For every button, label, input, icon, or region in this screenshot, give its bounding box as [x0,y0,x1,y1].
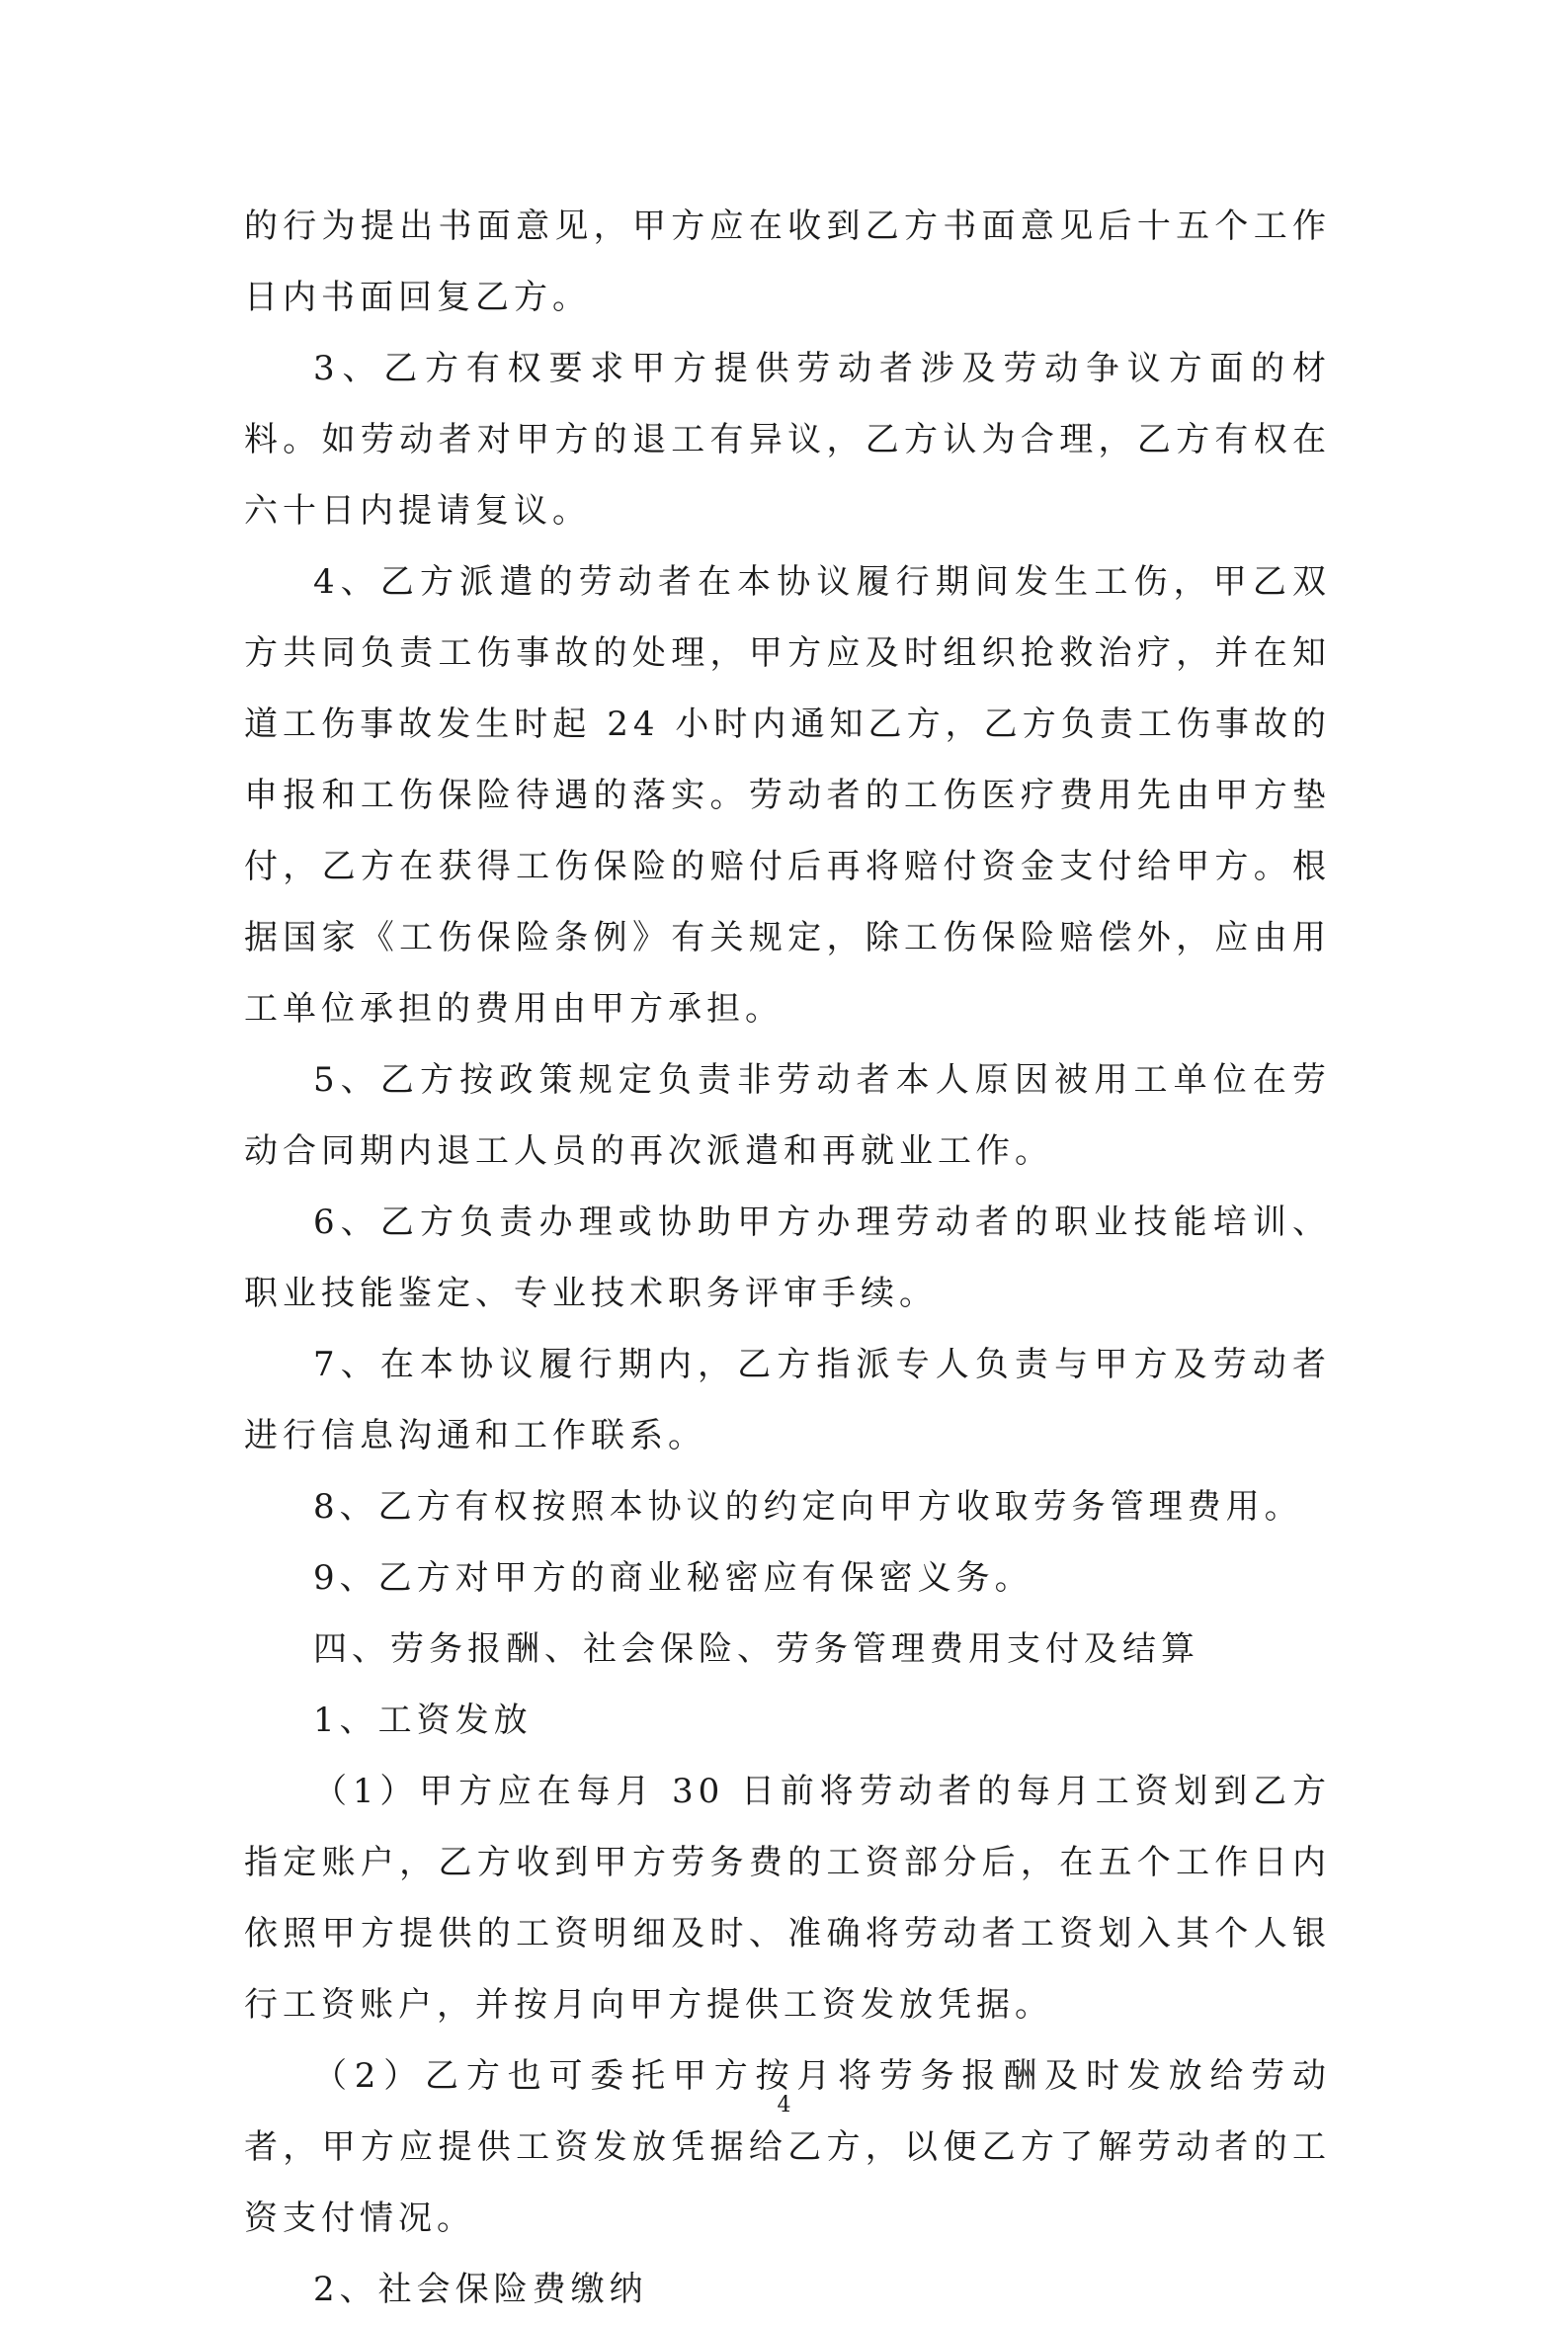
section-heading-4: 四、劳务报酬、社会保险、劳务管理费用支付及结算 [313,1629,1199,1669]
paragraph-wages-2: （2）乙方也可委托甲方按月将劳务报酬及时发放给劳动者，甲方应提供工资发放凭据给乙方，以便乙方了解劳动者的工资支付情况。 [244,2056,1331,2238]
subsection-heading-social-insurance: 2、社会保险费缴纳 [313,2270,648,2309]
paragraph-item-3: 3、乙方有权要求甲方提供劳动者涉及劳动争议方面的材料。如劳动者对甲方的退工有异议，乙方认为合理，乙方有权在六十日内提请复议。 [244,349,1331,531]
paragraph-item-5: 5、乙方按政策规定负责非劳动者本人原因被用工单位在劳动合同期内退工人员的再次派遣和再就业工作。 [244,1060,1331,1171]
paragraph-item-4: 4、乙方派遣的劳动者在本协议履行期间发生工伤，甲乙双方共同负责工伤事故的处理，甲方应及时组织抢救治疗，并在知道工伤事故发生时起 24 小时内通知乙方，乙方负责工伤事故的申报和工伤保险待遇的落实。劳动者的工伤医疗费用先由甲方垫付，乙方在获得工伤保险的赔付后再将赔付资金支付给甲方。根据国家《工伤保险条例》有关规定，除工伤保险赔偿外，应由用工单位承担的费用由甲方承担。 [244,562,1331,1029]
document-body [244,191,1331,2325]
paragraph-continuation: 的行为提出书面意见，甲方应在收到乙方书面意见后十五个工作日内书面回复乙方。 [244,207,1331,317]
subsection-heading-wages: 1、工资发放 [313,1701,533,1740]
paragraph-item-7: 7、在本协议履行期内，乙方指派专人负责与甲方及劳动者进行信息沟通和工作联系。 [244,1345,1331,1455]
page-number: 4 [777,2093,791,2117]
paragraph-item-8: 8、乙方有权按照本协议的约定向甲方收取劳务管理费用。 [313,1487,1303,1527]
paragraph-item-9: 9、乙方对甲方的商业秘密应有保密义务。 [313,1558,1033,1598]
paragraph-wages-1: （1）甲方应在每月 30 日前将劳动者的每月工资划到乙方指定账户，乙方收到甲方劳务费的工资部分后，在五个工作日内依照甲方提供的工资明细及时、准确将劳动者工资划入其个人银行工资账户，并按月向甲方提供工资发放凭据。 [244,1772,1331,2025]
paragraph-item-6: 6、乙方负责办理或协助甲方办理劳动者的职业技能培训、职业技能鉴定、专业技术职务评审手续。 [244,1203,1331,1313]
